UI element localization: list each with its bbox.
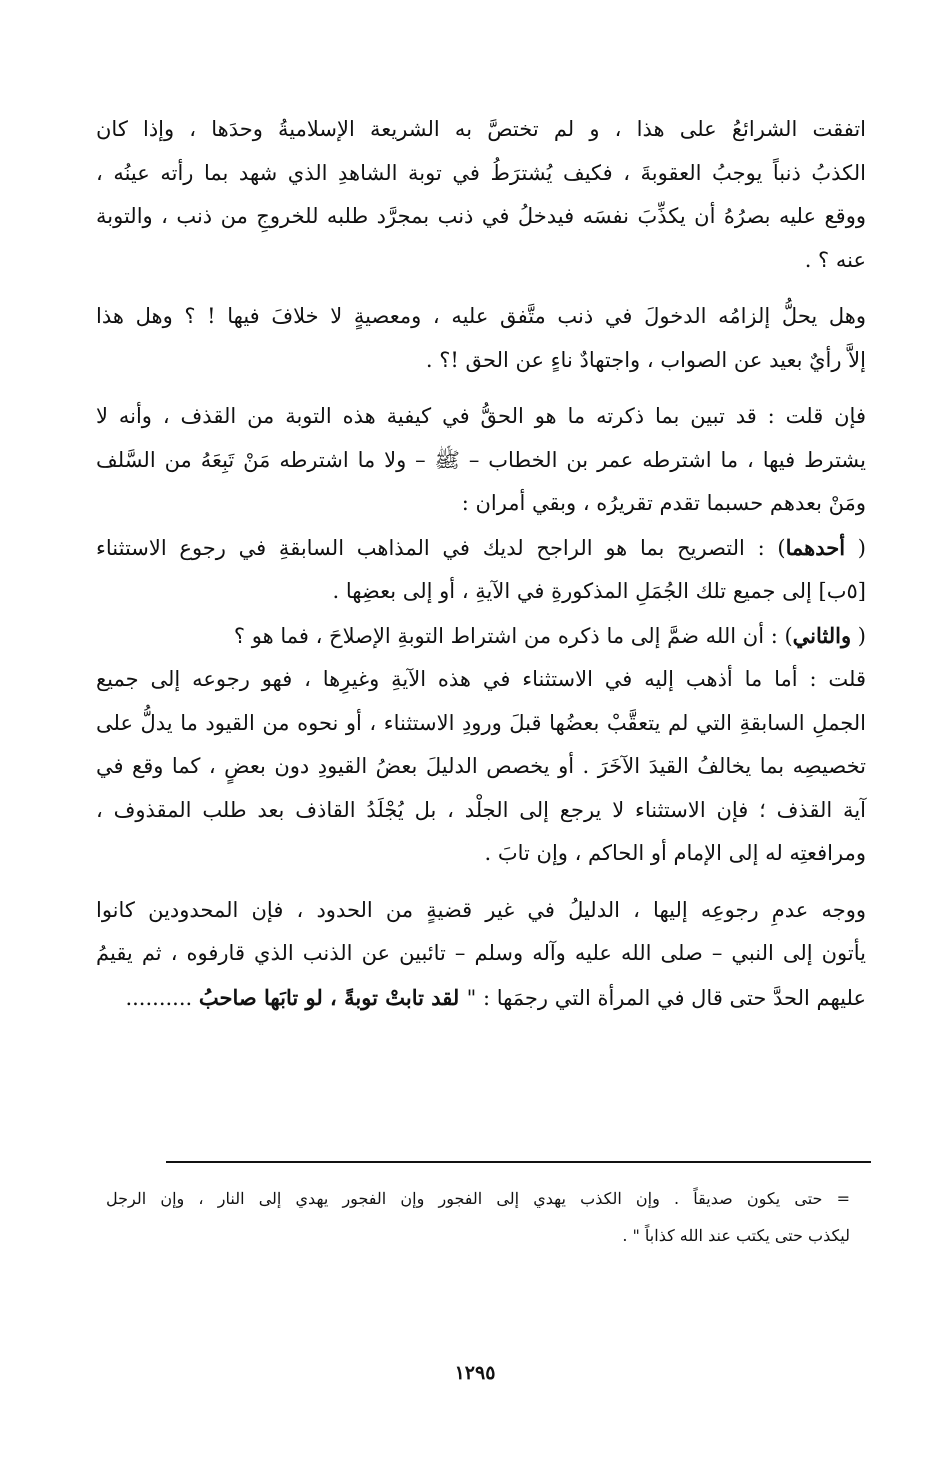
bold-term-second: والثاني xyxy=(792,622,852,648)
paragraph-3 xyxy=(96,395,866,526)
page-number: ١٢٩٥ xyxy=(454,1362,496,1384)
text-line: يشترط فيها ، ما اشترطه عمر بن الخطاب – ﷺ – ولا ما اشترطه مَنْ تَبِعَهُ من السَّلف xyxy=(96,447,866,472)
text-line: ووقع عليه بصرُهُ أن يكذِّبَ نفسَه فيدخلُ في ذنب بمجرَّد طلبه للخروجِ من ذنب ، والتوبة xyxy=(96,204,866,228)
paragraph-6 xyxy=(96,658,866,876)
text-line: آية القذف ؛ فإن الاستثناء لا يرجع إلى الجلْد ، بل يُجْلَدُ القاذف بعد طلب المقذوف ، xyxy=(96,797,866,822)
text-line: ووجه عدمِ رجوعِه إليها ، الدليلُ في غير قضيةٍ من الحدود ، فإن المحدودين كانوا xyxy=(96,897,866,922)
footnote-separator xyxy=(166,1161,871,1163)
text-run: ) : أن الله ضمَّ إلى ما ذكره من اشتراط التوبةِ الإصلاحَ ، فما هو ؟ xyxy=(233,623,793,648)
footnote xyxy=(106,1180,850,1254)
footnote-line: ليكذب حتى يكتب عند الله كذاباً " . xyxy=(622,1226,850,1245)
text-line: ومَنْ بعدهم حسبما تقدم تقريرُه ، وبقي أمران : xyxy=(461,491,866,515)
open-paren: ( xyxy=(851,623,866,648)
paragraph-4 xyxy=(96,526,866,614)
hadith-quote-bold: لقد تابتْ توبةً ، لو تابَها صاحبُ xyxy=(198,984,467,1010)
open-paren: ( xyxy=(845,535,866,560)
text-line xyxy=(96,526,866,571)
footnote-line: = حتى يكون صديقاً . وإن الكذب يهدي إلى الفجور وإن الفجور يهدي إلى النار ، وإن الرجل xyxy=(106,1189,851,1208)
text-line: [٥ب] إلى جميع تلك الجُمَلِ المذكورةِ في الآيةِ ، أو إلى بعضِها . xyxy=(332,579,866,603)
text-line xyxy=(96,614,866,659)
ellipsis-run: .......... xyxy=(125,985,199,1010)
text-line: الجملِ السابقةِ التي لم يتعقَّبْ بعضُها قبلَ ورودِ الاستثناء ، أو نحوه من القيود ما يدلُّ على xyxy=(96,710,866,735)
text-line: اتفقت الشرائعُ على هذا ، و لم تختصَّ به الشريعة الإسلاميةُ وحدَها ، وإذا كان xyxy=(96,117,866,141)
text-run: عليهم الحدَّ حتى قال في المرأة التي رجمَها : " xyxy=(466,985,866,1010)
bold-term-first: أحدهما xyxy=(785,534,846,560)
text-line: ومرافعتِه له إلى الإمام أو الحاكم ، وإن تابَ . xyxy=(484,841,866,865)
paragraph-7 xyxy=(96,889,866,1021)
text-line: إلاَّ رأيٌ بعيد عن الصواب ، واجتهادٌ ناءٍ عن الحق !؟ . xyxy=(425,347,866,372)
text-line: عنه ؟ . xyxy=(804,247,866,272)
paragraph-5 xyxy=(96,614,866,659)
text-line: تخصيصِه بما يخالفُ القيدَ الآخَرَ . أو يخصص الدليلَ بعضُ القيودِ دون بعضٍ ، كما وقع في xyxy=(96,754,866,778)
text-line: يأتون إلى النبي – صلى الله عليه وآله وسلم – تائبين عن الذنب الذي قارفوه ، ثم يقيمُ xyxy=(96,941,866,965)
text-line: وهل يحلُّ إلزامُه الدخولَ في ذنب متَّفق عليه ، ومعصيةٍ لا خلافَ فيها ! ؟ وهل هذا xyxy=(96,304,866,328)
text-line: فإن قلت : قد تبين بما ذكرته ما هو الحقُّ في كيفية هذه التوبة من القذف ، وأنه لا xyxy=(96,404,866,428)
text-line: قلت : أما ما أذهب إليه في الاستثناء في هذه الآيةِ وغيرِها ، فهو رجوعه إلى جميع xyxy=(96,667,866,691)
text-line xyxy=(96,976,866,1021)
paragraph-2 xyxy=(96,295,866,382)
main-text xyxy=(96,108,866,1020)
text-line: الكذبُ ذنباً يوجبُ العقوبةَ ، فكيف يُشترَطُ في توبة الشاهدِ الذي شهد بما رأته عينُه ، xyxy=(96,160,866,185)
paragraph-1 xyxy=(96,108,866,282)
text-run: ) : التصريح بما هو الراجح لديك في المذاهب السابقةِ في رجوع الاستثناء xyxy=(96,535,786,560)
